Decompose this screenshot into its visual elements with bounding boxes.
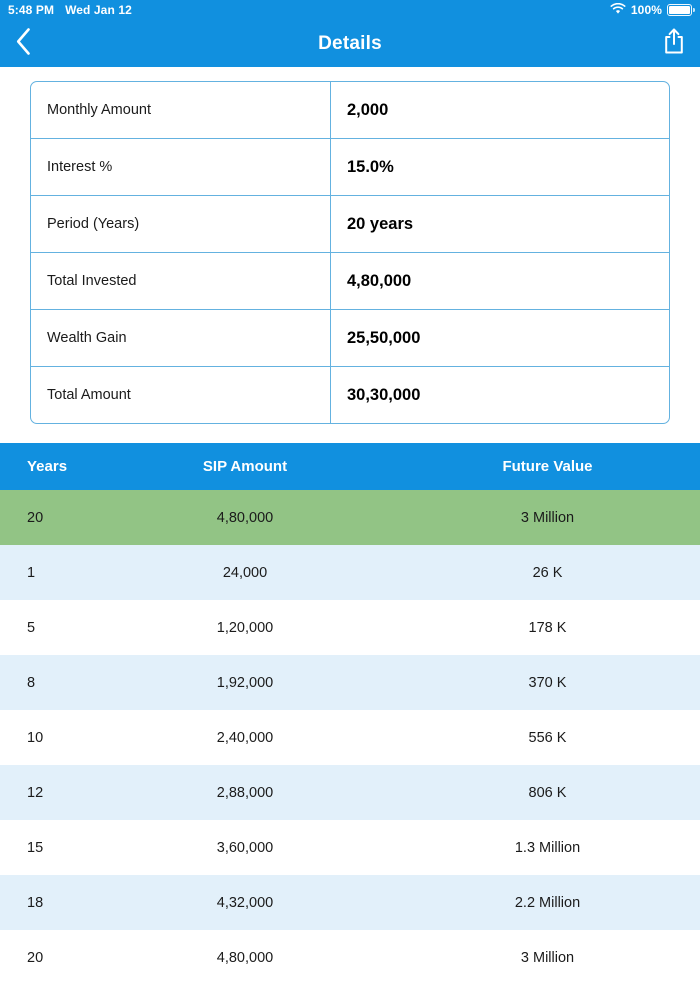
- cell-years: 18: [27, 894, 44, 911]
- details-value: 2,000: [347, 100, 389, 119]
- status-bar-right: [610, 3, 692, 18]
- details-row: [31, 367, 669, 423]
- table-row[interactable]: [0, 490, 700, 545]
- details-label: Total Amount: [31, 367, 331, 423]
- cell-future-value: 2.2 Million: [514, 894, 581, 911]
- cell-years: 20: [27, 509, 44, 526]
- cell-years: 12: [27, 784, 44, 801]
- details-label: Period (Years): [31, 196, 331, 252]
- cell-future-value: 1.3 Million: [514, 839, 581, 856]
- details-value: 25,50,000: [347, 328, 421, 347]
- details-row: [31, 310, 669, 367]
- column-header-years: Years: [27, 458, 68, 475]
- details-value: 20 years: [347, 214, 414, 233]
- details-label: Wealth Gain: [31, 310, 331, 366]
- share-icon: [663, 27, 685, 60]
- cell-future-value: 556 K: [528, 729, 567, 746]
- cell-future-value: 806 K: [528, 784, 567, 801]
- details-row: [31, 139, 669, 196]
- table-row[interactable]: [0, 765, 700, 820]
- table-row[interactable]: [0, 600, 700, 655]
- table-row[interactable]: [0, 710, 700, 765]
- cell-years: 8: [27, 674, 36, 691]
- details-value: 30,30,000: [347, 385, 421, 404]
- cell-years: 1: [27, 564, 36, 581]
- battery-icon: [667, 4, 692, 16]
- cell-future-value: 3 Million: [520, 509, 575, 526]
- projection-table: [0, 443, 700, 985]
- cell-future-value: 3 Million: [520, 949, 575, 966]
- cell-future-value: 370 K: [528, 674, 567, 691]
- cell-years: 15: [27, 839, 44, 856]
- table-row[interactable]: [0, 655, 700, 710]
- cell-sip-amount: 4,80,000: [216, 949, 274, 966]
- battery-fill: [669, 6, 689, 13]
- details-value: 15.0%: [347, 157, 394, 176]
- share-button[interactable]: [648, 20, 700, 67]
- cell-sip-amount: 24,000: [222, 564, 268, 581]
- back-button[interactable]: [0, 20, 46, 67]
- table-row[interactable]: [0, 545, 700, 600]
- cell-sip-amount: 3,60,000: [216, 839, 274, 856]
- cell-years: 20: [27, 949, 44, 966]
- cell-sip-amount: 4,32,000: [216, 894, 274, 911]
- details-label: Monthly Amount: [31, 82, 331, 138]
- details-label: Total Invested: [31, 253, 331, 309]
- table-row[interactable]: [0, 930, 700, 985]
- column-header-sip-amount: SIP Amount: [202, 458, 288, 475]
- status-bar-left: [8, 3, 132, 17]
- chevron-left-icon: [15, 27, 32, 61]
- details-value: 4,80,000: [347, 271, 412, 290]
- table-row[interactable]: [0, 875, 700, 930]
- details-label: Interest %: [31, 139, 331, 195]
- cell-sip-amount: 2,40,000: [216, 729, 274, 746]
- details-row: [31, 196, 669, 253]
- cell-sip-amount: 4,80,000: [216, 509, 274, 526]
- wifi-icon: [610, 3, 626, 18]
- cell-future-value: 178 K: [528, 619, 567, 636]
- status-bar: [0, 0, 700, 20]
- battery-percent-label: 100%: [630, 3, 662, 17]
- status-time: 5:48 PM: [8, 3, 55, 17]
- cell-sip-amount: 2,88,000: [216, 784, 274, 801]
- column-header-future-value: Future Value: [502, 458, 593, 475]
- cell-sip-amount: 1,20,000: [216, 619, 274, 636]
- cell-years: 5: [27, 619, 36, 636]
- details-row: [31, 82, 669, 139]
- details-card: [30, 81, 670, 424]
- projection-table-header: [0, 443, 700, 490]
- table-row[interactable]: [0, 820, 700, 875]
- details-section: [0, 67, 700, 424]
- cell-sip-amount: 1,92,000: [216, 674, 274, 691]
- cell-future-value: 26 K: [532, 564, 563, 581]
- cell-years: 10: [27, 729, 44, 746]
- details-row: [31, 253, 669, 310]
- navigation-bar: [0, 20, 700, 67]
- page-title: Details: [318, 32, 382, 54]
- status-date: Wed Jan 12: [65, 3, 132, 17]
